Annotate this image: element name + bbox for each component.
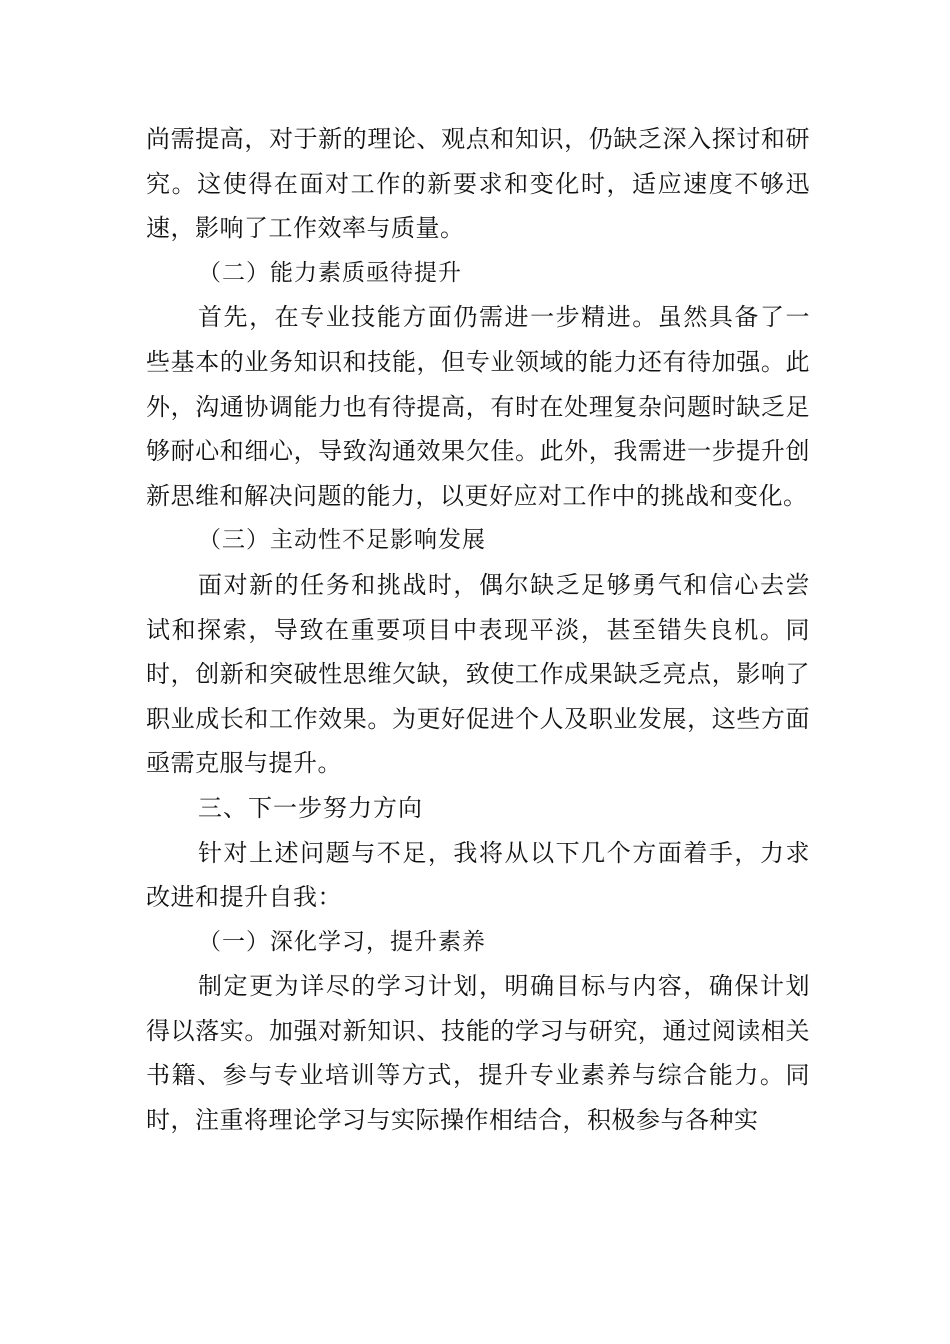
paragraph-deepen-learning: 制定更为详尽的学习计划，明确目标与内容，确保计划得以落实。加强对新知识、技能的学习与研究，通过阅读相关书籍、参与专业培训等方式，提升专业素养与综合能力。同时，注重将理论学习与实际操作相结合，积极参与各种实	[146, 972, 810, 1135]
subheading-ability-quality: （二）能力素质亟待提升	[198, 259, 462, 286]
paragraph-continued: 尚需提高，对于新的理论、观点和知识，仍缺乏深入探讨和研究。这使得在面对工作的新要求和变化时，适应速度不够迅速，影响了工作效率与质量。	[146, 125, 810, 243]
subheading-initiative: （三）主动性不足影响发展	[198, 527, 486, 554]
paragraph-next-steps-intro: 针对上述问题与不足，我将从以下几个方面着手，力求改进和提升自我：	[146, 838, 810, 912]
paragraph-ability-quality: 首先，在专业技能方面仍需进一步精进。虽然具备了一些基本的业务知识和技能，但专业领域的能力还有待加强。此外，沟通协调能力也有待提高，有时在处理复杂问题时缺乏足够耐心和细心，导致沟通效果欠佳。此外，我需进一步提升创新思维和解决问题的能力，以更好应对工作中的挑战和变化。	[146, 303, 810, 510]
section-heading-next-steps: 三、下一步努力方向	[198, 793, 423, 822]
document-body	[146, 117, 810, 1143]
subheading-deepen-learning: （一）深化学习，提升素养	[198, 928, 486, 955]
paragraph-initiative: 面对新的任务和挑战时，偶尔缺乏足够勇气和信心去尝试和探索，导致在重要项目中表现平淡，甚至错失良机。同时，创新和突破性思维欠缺，致使工作成果缺乏亮点，影响了职业成长和工作效果。为更好促进个人及职业发展，这些方面亟需克服与提升。	[146, 570, 810, 778]
